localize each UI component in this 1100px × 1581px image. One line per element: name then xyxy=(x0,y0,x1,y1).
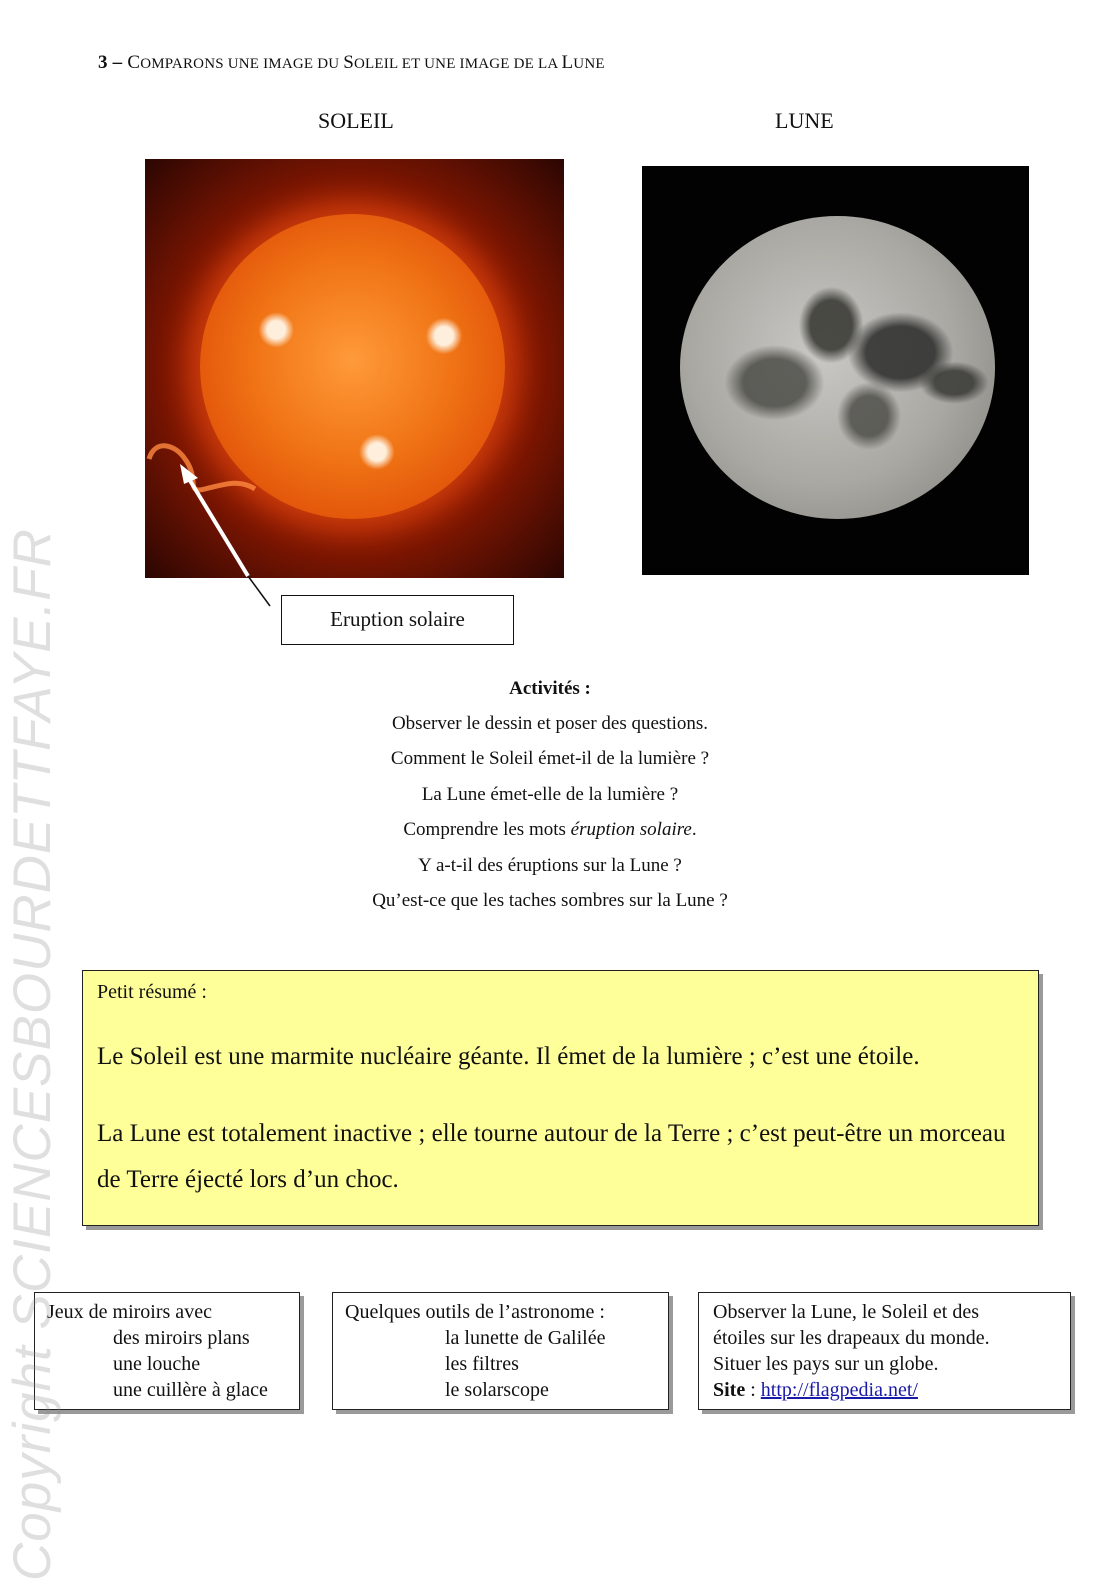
tools-title: Quelques outils de l’astronome : xyxy=(345,1301,605,1323)
mirrors-box xyxy=(34,1292,300,1410)
activity-words-italic: éruption solaire xyxy=(570,819,692,840)
activity-words-suffix: . xyxy=(691,819,697,840)
tools-item: la lunette de Galilée xyxy=(445,1327,606,1349)
moon-image xyxy=(642,166,1029,575)
mirrors-title: Jeux de miroirs avec xyxy=(47,1301,212,1323)
heading-letter: S xyxy=(343,52,355,73)
flags-line: Observer la Lune, le Soleil et des xyxy=(713,1301,980,1323)
site-separator: : xyxy=(745,1379,761,1401)
heading-text: UNE xyxy=(573,56,605,72)
eruption-label-box: Eruption solaire xyxy=(281,595,514,645)
tools-item: le solarscope xyxy=(445,1379,549,1401)
activities-title: Activités : xyxy=(509,678,591,699)
tools-box xyxy=(332,1292,669,1410)
activity-line: Comment le Soleil émet-il de la lumière ? xyxy=(390,748,710,769)
summary-box xyxy=(82,970,1039,1226)
flags-line: étoiles sur les drapeaux du monde. xyxy=(713,1327,990,1349)
mirrors-item: des miroirs plans xyxy=(113,1327,250,1349)
sun-title: SOLEIL xyxy=(318,108,394,133)
activity-line: Qu’est-ce que les taches sombres sur la Lune ? xyxy=(372,890,728,911)
tools-item: les filtres xyxy=(445,1353,519,1375)
mirrors-item: une louche xyxy=(113,1353,201,1375)
flags-box xyxy=(698,1292,1071,1410)
activity-line: Observer le dessin et poser des questions. xyxy=(391,713,709,734)
flagpedia-link[interactable]: http://flagpedia.net/ xyxy=(760,1379,918,1401)
summary-paragraph-sun: Le Soleil est une marmite nucléaire géante. Il émet de la lumière ; c’est une étoile. xyxy=(97,1043,920,1070)
activity-line: Y a-t-il des éruptions sur la Lune ? xyxy=(418,855,682,876)
summary-title: Petit résumé : xyxy=(97,981,207,1003)
heading-text: OLEIL ET UNE IMAGE DE LA xyxy=(354,56,562,72)
activity-line: La Lune émet-elle de la lumière ? xyxy=(421,784,679,805)
section-heading xyxy=(98,52,605,74)
mirrors-item: une cuillère à glace xyxy=(113,1379,268,1401)
moon-disc xyxy=(680,216,995,519)
flags-site-line xyxy=(713,1377,1070,1403)
summary-paragraph-moon: La Lune est totalement inactive ; elle tourne autour de la Terre ; c’est peut-être un morceau de Terre éjecté lors d’un choc. xyxy=(97,1120,1006,1193)
copyright-watermark: Copyright SCIENCESBOURDETTFAYE.FR xyxy=(3,528,62,1581)
eruption-arrow xyxy=(170,460,280,610)
heading-text: OMPARONS UNE IMAGE DU xyxy=(140,56,344,72)
activity-words-prefix: Comprendre les mots xyxy=(403,819,571,840)
heading-number: 3 – xyxy=(98,52,128,73)
activity-line-words xyxy=(0,819,1100,841)
moon-title: LUNE xyxy=(775,108,834,133)
site-label: Site xyxy=(713,1379,746,1401)
heading-letter: L xyxy=(561,52,574,73)
heading-letter: C xyxy=(127,52,141,73)
flags-line: Situer les pays sur un globe. xyxy=(713,1353,939,1375)
